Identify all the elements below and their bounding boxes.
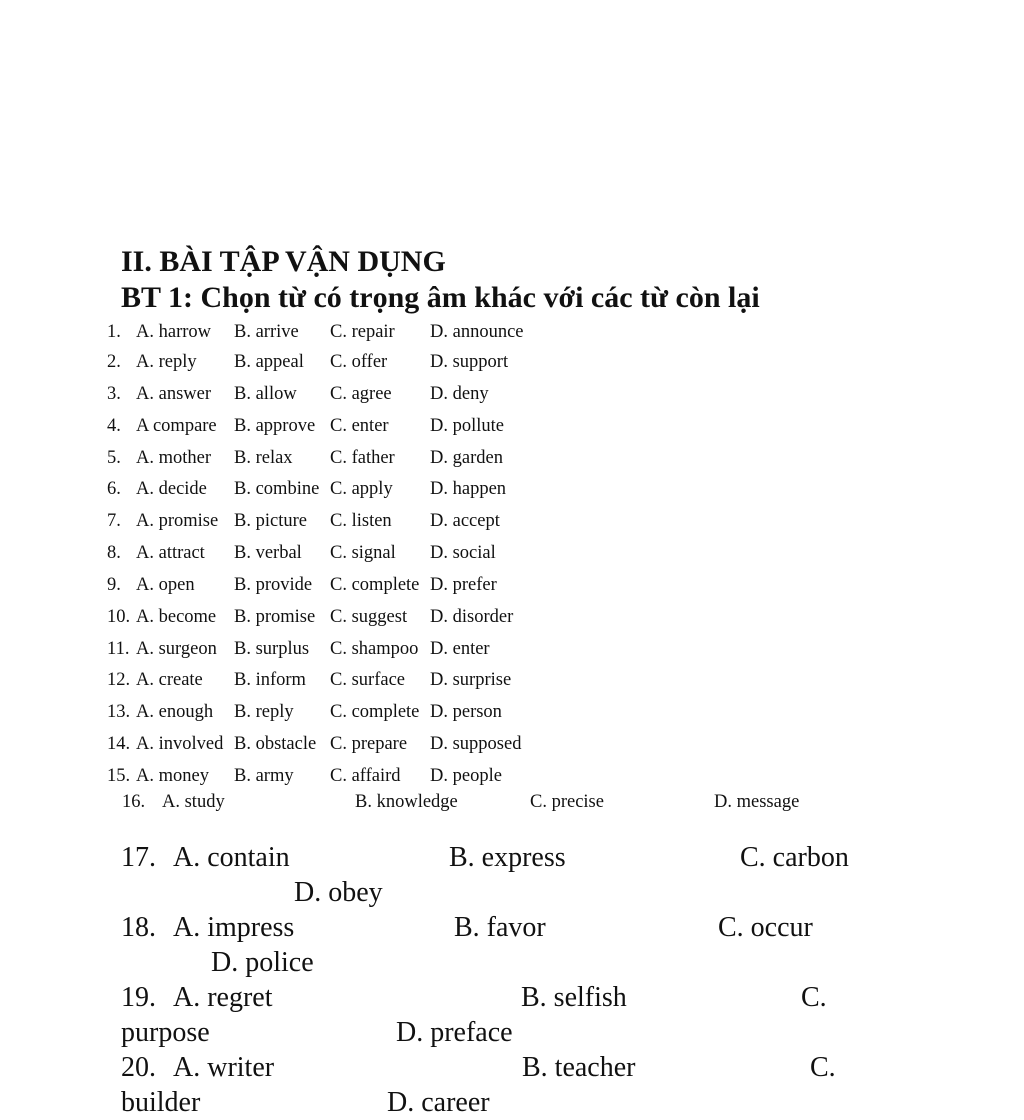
question-number: 8. bbox=[107, 543, 121, 563]
option-b: B. surplus bbox=[234, 639, 310, 659]
option-a: A. contain bbox=[173, 842, 290, 873]
option-c: C. prepare bbox=[330, 734, 408, 754]
option-d: D. police bbox=[211, 947, 314, 978]
option-a: A. impress bbox=[173, 912, 295, 943]
option-b: B. promise bbox=[234, 607, 316, 627]
option-c: C. repair bbox=[330, 322, 395, 342]
option-b: B. army bbox=[234, 766, 294, 786]
option-c: C. suggest bbox=[330, 607, 408, 627]
option-d: D. deny bbox=[430, 384, 489, 404]
question-number: 19. bbox=[121, 982, 156, 1013]
option-a: A. answer bbox=[136, 384, 212, 404]
option-d: D. supposed bbox=[430, 734, 522, 754]
option-b: B. approve bbox=[234, 416, 316, 436]
option-c: C. affaird bbox=[330, 766, 401, 786]
option-c: C. father bbox=[330, 448, 395, 468]
option-c: C. occur bbox=[718, 912, 813, 943]
option-a: A. create bbox=[136, 670, 203, 690]
option-b: B. express bbox=[449, 842, 566, 873]
option-a: A. open bbox=[136, 575, 195, 595]
exercise-title: BT 1: Chọn từ có trọng âm khác với các từ còn lại bbox=[121, 281, 760, 314]
option-a: A compare bbox=[136, 416, 217, 436]
question-number: 7. bbox=[107, 511, 121, 531]
option-a: A. study bbox=[162, 792, 225, 812]
question-number: 10. bbox=[107, 607, 131, 627]
option-c: C. shampoo bbox=[330, 639, 419, 659]
question-number: 1. bbox=[107, 322, 121, 342]
option-b: B. teacher bbox=[522, 1052, 636, 1083]
option-a: A. surgeon bbox=[136, 639, 217, 659]
option-a: A. reply bbox=[136, 352, 197, 372]
option-c: C. bbox=[801, 982, 827, 1013]
option-a: A. regret bbox=[173, 982, 273, 1013]
option-a: A. mother bbox=[136, 448, 212, 468]
question-number: 12. bbox=[107, 670, 131, 690]
option-a: A. promise bbox=[136, 511, 219, 531]
option-b: B. selfish bbox=[521, 982, 627, 1013]
question-number: 4. bbox=[107, 416, 121, 436]
option-b: B. reply bbox=[234, 702, 294, 722]
question-number: 2. bbox=[107, 352, 121, 372]
option-c: C. offer bbox=[330, 352, 388, 372]
option-c: C. enter bbox=[330, 416, 389, 436]
question-number: 17. bbox=[121, 842, 156, 873]
option-a: A. become bbox=[136, 607, 217, 627]
option-d: D. accept bbox=[430, 511, 500, 531]
option-c: C. signal bbox=[330, 543, 396, 563]
option-b: B. obstacle bbox=[234, 734, 317, 754]
question-number: 6. bbox=[107, 479, 121, 499]
question-number: 5. bbox=[107, 448, 121, 468]
option-c-word: purpose bbox=[121, 1017, 210, 1048]
option-b: B. knowledge bbox=[355, 792, 458, 812]
option-b: B. relax bbox=[234, 448, 293, 468]
question-number: 9. bbox=[107, 575, 121, 595]
option-d: D. pollute bbox=[430, 416, 504, 436]
option-d: D. prefer bbox=[430, 575, 497, 595]
option-c: C. carbon bbox=[740, 842, 849, 873]
option-c: C. surface bbox=[330, 670, 405, 690]
option-c: C. apply bbox=[330, 479, 393, 499]
option-a: A. harrow bbox=[136, 322, 212, 342]
option-c: C. complete bbox=[330, 575, 420, 595]
option-a: A. money bbox=[136, 766, 209, 786]
option-c: C. precise bbox=[530, 792, 604, 812]
option-c: C. complete bbox=[330, 702, 420, 722]
option-b: B. favor bbox=[454, 912, 546, 943]
question-number: 18. bbox=[121, 912, 156, 943]
section-heading: II. BÀI TẬP VẬN DỤNG bbox=[121, 245, 446, 278]
option-b: B. arrive bbox=[234, 322, 299, 342]
option-d: D. people bbox=[430, 766, 502, 786]
option-c-word: builder bbox=[121, 1087, 201, 1118]
question-number: 14. bbox=[107, 734, 131, 754]
option-b: B. picture bbox=[234, 511, 307, 531]
option-c: C. bbox=[810, 1052, 836, 1083]
option-d: D. enter bbox=[430, 639, 490, 659]
option-d: D. surprise bbox=[430, 670, 512, 690]
question-number: 15. bbox=[107, 766, 131, 786]
option-d: D. social bbox=[430, 543, 496, 563]
option-b: B. inform bbox=[234, 670, 306, 690]
question-number: 11. bbox=[107, 639, 130, 659]
option-d: D. message bbox=[714, 792, 800, 812]
option-a: A. decide bbox=[136, 479, 207, 499]
question-number: 3. bbox=[107, 384, 121, 404]
option-a: A. enough bbox=[136, 702, 214, 722]
option-c: C. agree bbox=[330, 384, 392, 404]
option-d: D. preface bbox=[396, 1017, 513, 1048]
option-b: B. provide bbox=[234, 575, 313, 595]
option-d: D. announce bbox=[430, 322, 524, 342]
option-d: D. support bbox=[430, 352, 509, 372]
question-number: 20. bbox=[121, 1052, 156, 1083]
option-a: A. writer bbox=[173, 1052, 275, 1083]
option-b: B. verbal bbox=[234, 543, 302, 563]
option-d: D. disorder bbox=[430, 607, 514, 627]
option-c: C. listen bbox=[330, 511, 392, 531]
option-d: D. happen bbox=[430, 479, 507, 499]
option-a: A. attract bbox=[136, 543, 205, 563]
question-number: 16. bbox=[122, 792, 146, 812]
option-d: D. obey bbox=[294, 877, 383, 908]
option-b: B. combine bbox=[234, 479, 320, 499]
question-number: 13. bbox=[107, 702, 131, 722]
option-d: D. garden bbox=[430, 448, 503, 468]
option-d: D. career bbox=[387, 1087, 490, 1118]
option-d: D. person bbox=[430, 702, 502, 722]
option-b: B. appeal bbox=[234, 352, 304, 372]
option-b: B. allow bbox=[234, 384, 297, 404]
option-a: A. involved bbox=[136, 734, 224, 754]
